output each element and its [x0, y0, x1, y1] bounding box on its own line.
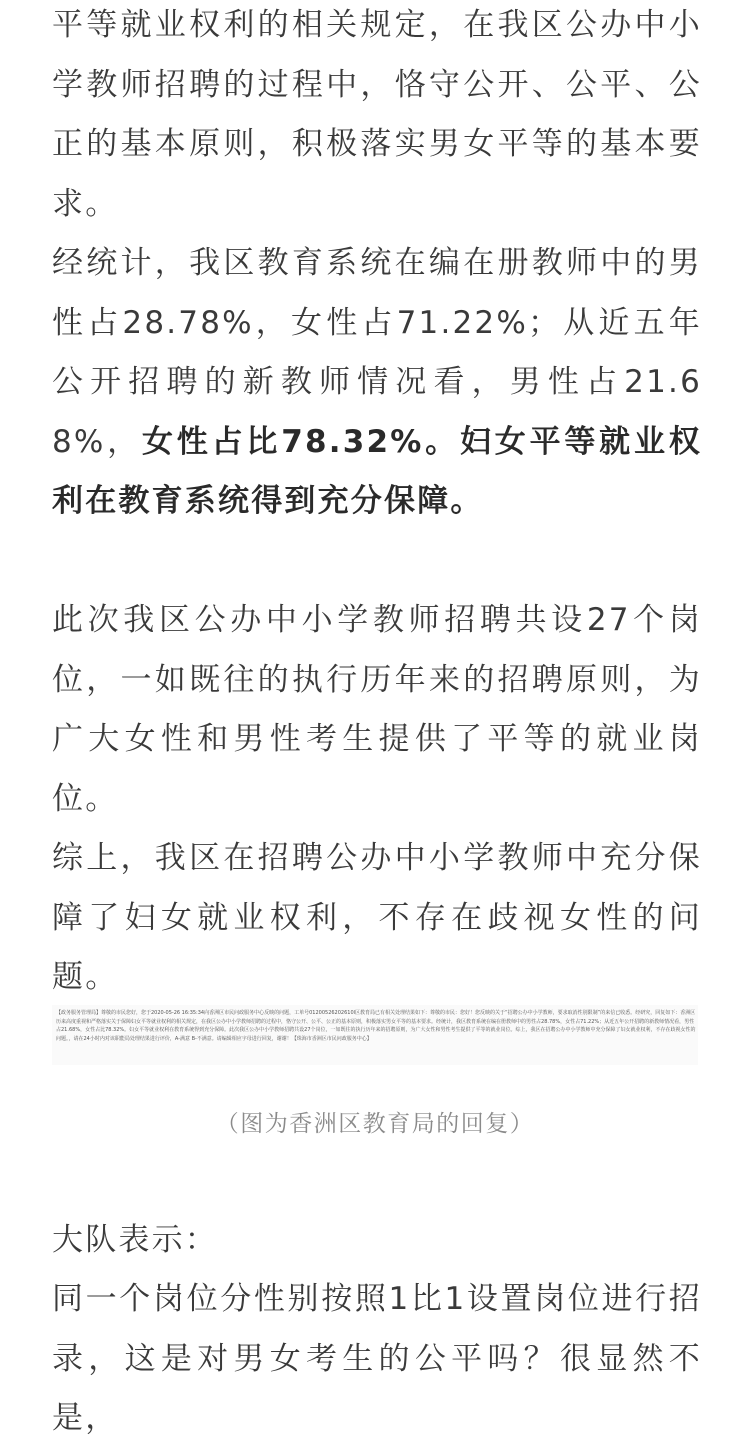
paragraph-policy: 平等就业权利的相关规定，在我区公办中小学教师招聘的过程中，恪守公开、公平、公正的基本原则，积极落实男女平等的基本要求。: [52, 7, 702, 222]
paragraph-conclusion: 综上，我区在招聘公办中小学教师中充分保障了妇女就业权利，不存在歧视女性的问题。: [52, 840, 702, 995]
image-caption: （图为香洲区教育局的回复）: [215, 1111, 535, 1137]
statistics-normal-text: 经统计，我区教育系统在编在册教师中的男性占28.78%，女性占71.22%；从近五年公开招聘的新教师情况看，男性占21.68%，: [52, 245, 702, 460]
reply-screenshot-text: 【政务服务管理局】尊敬的市民您好，您于2020-05-26 16:35:34向香洲区市民问政服务中心反映的问题，工单号01200526202610l区教育局已有相关处理结果如下：尊敬的市民：您好！您反映的关于“招聘公办中小学教师，要求取消性别限制”的来信已收悉。经研究，回复如下：香洲区历来高度重视和严格落实关于保障妇女平等就业权利的相关规定，在我区公办中小学教师招聘的过程中，恪守公开、公平、公正的基本原则，积极落实男女平等的基本要求。经统计，我区教育系统在编在册教师中的男性占28.78%，女性占71.22%；从近五年公开招聘的新教师情况看，男性占21.68%，女性占比78.32%。妇女平等就业权利在教育系统得到充分保障。此次我区公办中小学教师招聘共设27个岗位，一如既往的执行历年来的招聘原则，为广大女性和男性考生提供了平等的就业岗位。综上，我区在招聘公办中小学教师中充分保障了妇女就业权利，不存在歧视女性的问题。，请在24小时内对该职能局处理结果进行评价，A-满意 B-不满意。请编辑相应字母进行回复，谢谢！【珠海市香洲区市民问政服务中心】: [56, 1010, 696, 1042]
team-statement-heading: 大队表示：: [52, 1222, 218, 1258]
reply-screenshot-image: [52, 1005, 698, 1065]
paragraph-team-statement: 同一个岗位分性别按照1比1设置岗位进行招录，这是对男女考生的公平吗？很显然不是，: [52, 1281, 702, 1436]
paragraph-positions: 此次我区公办中小学教师招聘共设27个岗位，一如既往的执行历年来的招聘原则，为广大女性和男性考生提供了平等的就业岗位。: [52, 602, 702, 817]
statistics-bold-text: 女性占比78.32%。妇女平等就业权利在教育系统得到充分保障。: [52, 423, 703, 519]
paragraph-statistics: [52, 234, 702, 532]
